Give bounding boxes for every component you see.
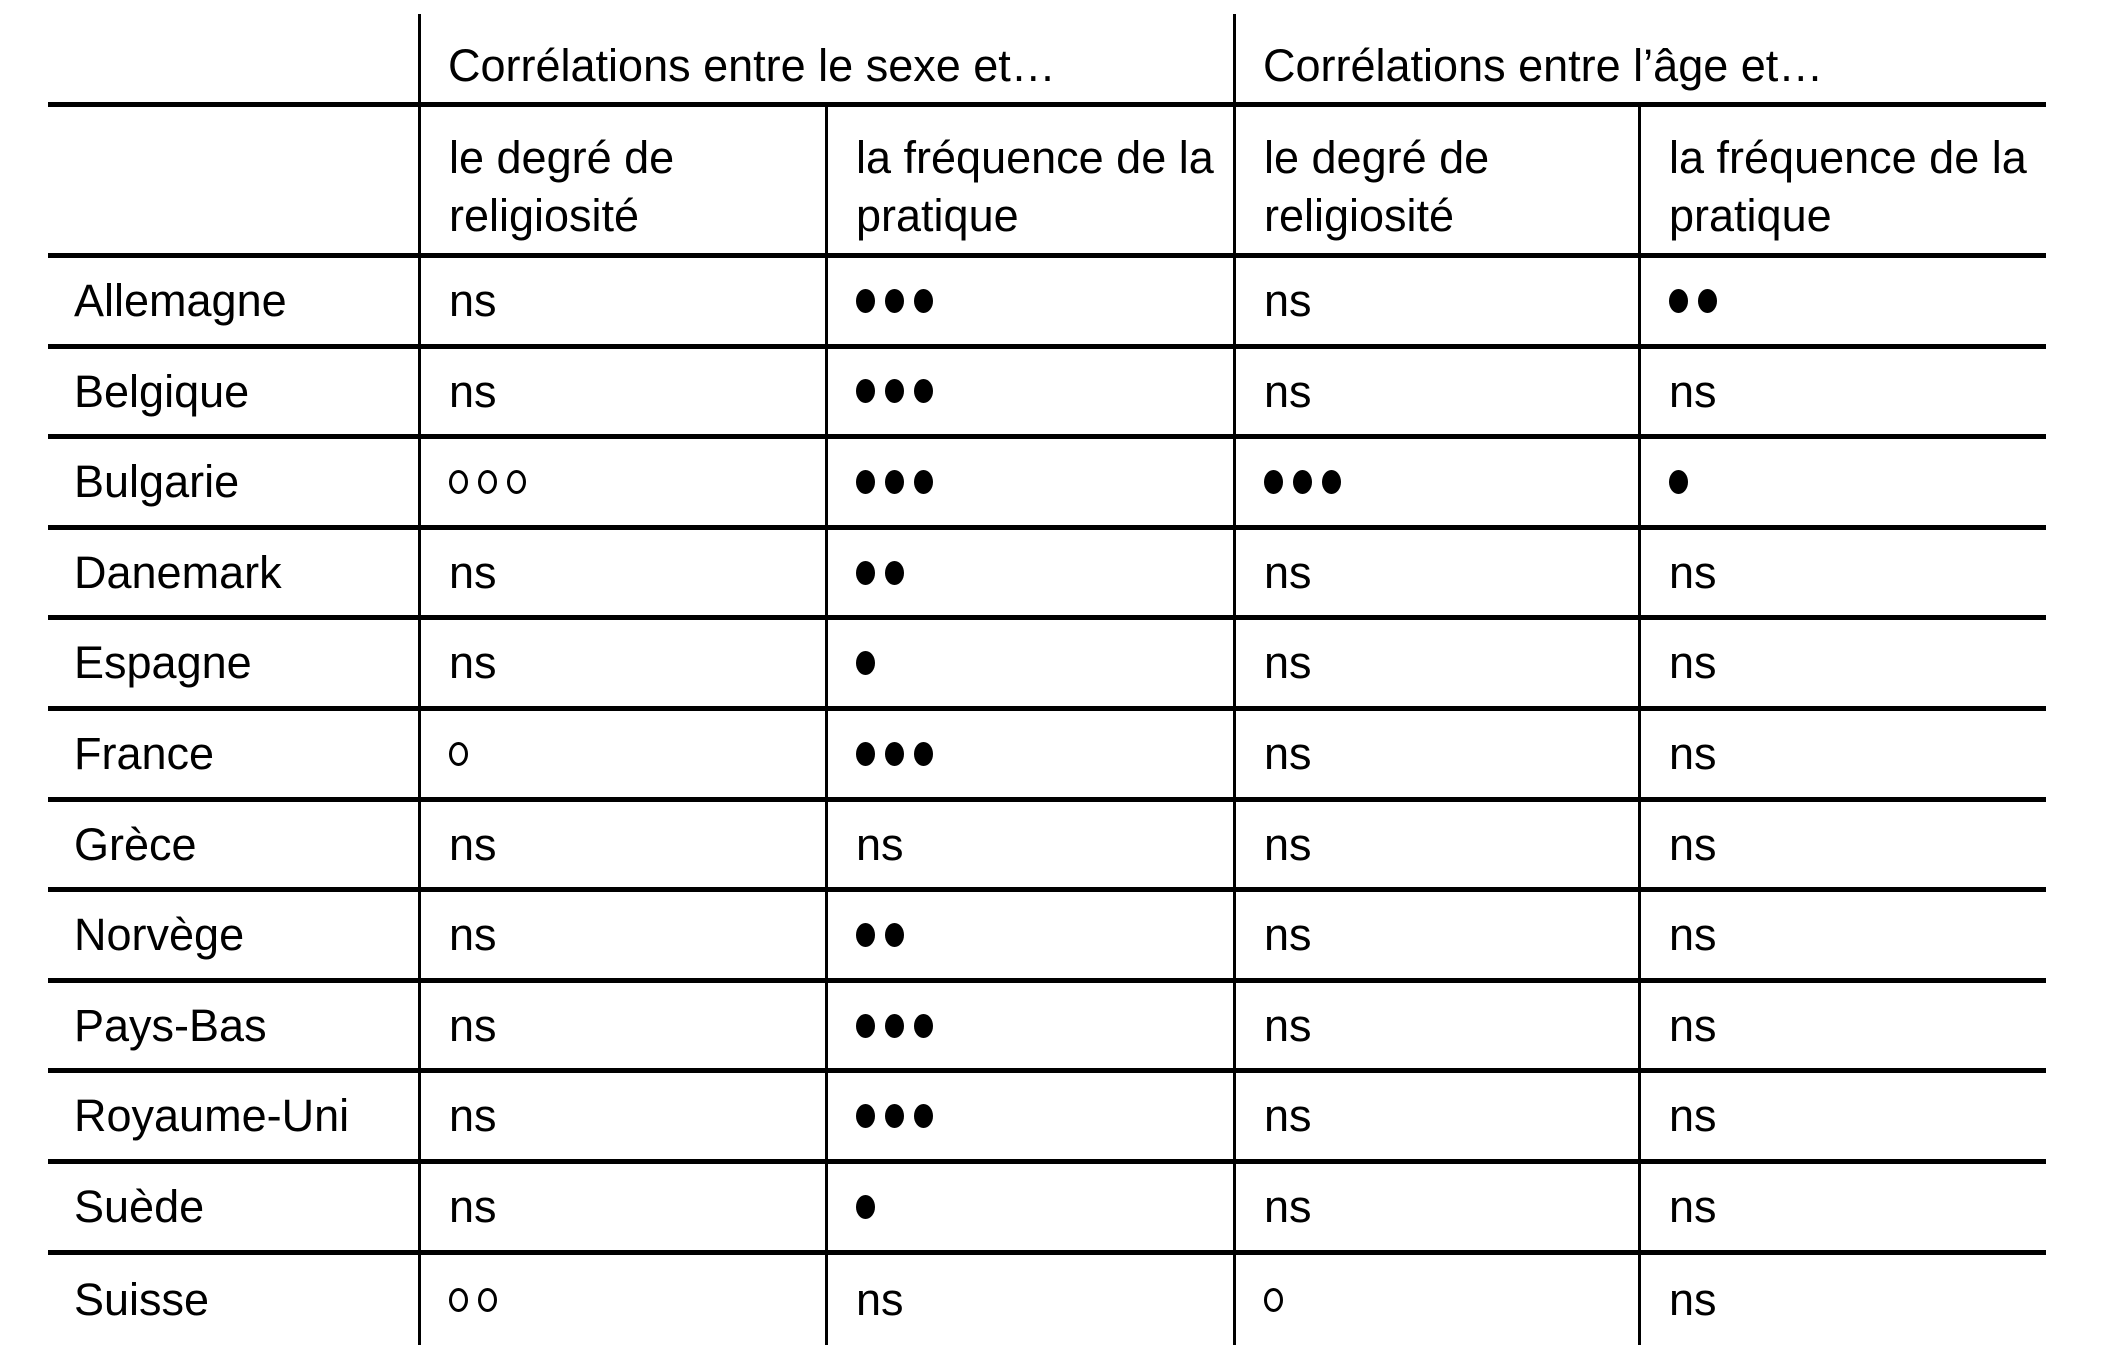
filled-dot-icon [885, 1104, 904, 1128]
filled-dot-icon [856, 1014, 875, 1038]
column-header-sexe-frequence-pratique [825, 107, 1233, 258]
filled-dot-icon [1293, 470, 1312, 494]
corner-empty-cell [48, 0, 418, 107]
country-label: Suède [48, 1164, 418, 1255]
cell-value: ns [1638, 1073, 2046, 1164]
cell-value [825, 711, 1233, 802]
filled-dot-icon [914, 289, 933, 313]
filled-dot-icon [914, 1014, 933, 1038]
filled-dot-icon [1669, 289, 1688, 313]
cell-value: ns [418, 983, 825, 1074]
subheader-empty-cell [48, 107, 418, 258]
cell-value: ns [418, 1073, 825, 1164]
filled-dot-icon [856, 379, 875, 403]
filled-dot-icon [885, 561, 904, 585]
open-dot-icon [507, 470, 526, 494]
filled-dot-icon [856, 923, 875, 947]
cell-value: ns [1638, 1164, 2046, 1255]
cell-value [418, 711, 825, 802]
filled-dot-icon [914, 470, 933, 494]
cell-value [825, 983, 1233, 1074]
cell-value [1233, 1255, 1638, 1346]
filled-dot-icon [856, 470, 875, 494]
group-header-sexe [418, 0, 1233, 107]
cell-value: ns [418, 530, 825, 621]
cell-value [825, 892, 1233, 983]
cell-value: ns [1233, 711, 1638, 802]
filled-dot-icon [856, 289, 875, 313]
column-header-line: la fréquence de la [1669, 132, 2027, 183]
country-label: Pays-Bas [48, 983, 418, 1074]
cell-value: ns [825, 1255, 1233, 1346]
filled-dot-icon [885, 1014, 904, 1038]
cell-value: ns [1638, 349, 2046, 440]
country-label: Grèce [48, 802, 418, 893]
cell-value: ns [1638, 711, 2046, 802]
cell-value: ns [1233, 530, 1638, 621]
filled-dot-icon [1669, 470, 1688, 494]
filled-dot-icon [885, 742, 904, 766]
cell-value: ns [1638, 620, 2046, 711]
open-dot-icon [1264, 1288, 1283, 1312]
cell-value: ns [418, 258, 825, 349]
column-header-age-degre-religiosite [1233, 107, 1638, 258]
filled-dot-icon [856, 651, 875, 675]
filled-dot-icon [885, 923, 904, 947]
cell-value: ns [1233, 1164, 1638, 1255]
group-header-sexe-label: Corrélations entre le sexe et… [448, 39, 1056, 91]
cell-value: ns [1233, 802, 1638, 893]
correlations-table [48, 0, 2046, 1345]
cell-value [825, 258, 1233, 349]
cell-value: ns [418, 1164, 825, 1255]
country-label: Suisse [74, 1274, 210, 1326]
column-header-line: pratique [856, 190, 1019, 241]
column-header-line: pratique [1669, 190, 1832, 241]
cell-value: ns [825, 802, 1233, 893]
country-label: Belgique [48, 349, 418, 440]
cell-value: ns [1638, 1255, 2046, 1346]
cell-value [825, 349, 1233, 440]
filled-dot-icon [856, 1195, 875, 1219]
cell-value [1233, 439, 1638, 530]
cell-value: ns [418, 349, 825, 440]
cell-value [825, 439, 1233, 530]
filled-dot-icon [856, 742, 875, 766]
filled-dot-icon [1322, 470, 1341, 494]
cell-value: ns [418, 892, 825, 983]
country-label: Bulgarie [48, 439, 418, 530]
cell-value [418, 439, 825, 530]
column-header-line: religiosité [1264, 190, 1455, 241]
filled-dot-icon [885, 379, 904, 403]
column-header-line: le degré de [449, 132, 675, 183]
cell-value: ns [1638, 530, 2046, 621]
cell-value: ns [1233, 983, 1638, 1074]
cell-value [825, 1164, 1233, 1255]
column-header-line: religiosité [449, 190, 640, 241]
filled-dot-icon [1264, 470, 1283, 494]
column-header-line: la fréquence de la [856, 132, 1214, 183]
cell-value [1638, 258, 2046, 349]
filled-dot-icon [914, 379, 933, 403]
cell-value: ns [1233, 892, 1638, 983]
country-label: France [48, 711, 418, 802]
country-label: Allemagne [48, 258, 418, 349]
filled-dot-icon [1698, 289, 1717, 313]
open-dot-icon [449, 742, 468, 766]
filled-dot-icon [914, 742, 933, 766]
cell-value: ns [1638, 983, 2046, 1074]
cell-value: ns [1233, 620, 1638, 711]
column-header-sexe-degre-religiosite [418, 107, 825, 258]
country-label: Espagne [48, 620, 418, 711]
cell-value: ns [1638, 892, 2046, 983]
open-dot-icon [478, 1288, 497, 1312]
country-label: Danemark [48, 530, 418, 621]
cell-value [825, 620, 1233, 711]
group-header-age [1233, 0, 2046, 107]
filled-dot-icon [914, 1104, 933, 1128]
cell-value [825, 1073, 1233, 1164]
cell-value [1638, 439, 2046, 530]
country-label: Norvège [48, 892, 418, 983]
filled-dot-icon [856, 1104, 875, 1128]
filled-dot-icon [885, 289, 904, 313]
cell-value [418, 1255, 825, 1346]
column-header-age-frequence-pratique [1638, 107, 2046, 258]
filled-dot-icon [856, 561, 875, 585]
open-dot-icon [449, 470, 468, 494]
cell-value: ns [418, 802, 825, 893]
cell-value: ns [418, 620, 825, 711]
column-header-line: le degré de [1264, 132, 1490, 183]
open-dot-icon [449, 1288, 468, 1312]
filled-dot-icon [885, 470, 904, 494]
cell-value [825, 530, 1233, 621]
cell-value: ns [1638, 802, 2046, 893]
cell-value: ns [1233, 1073, 1638, 1164]
group-header-age-label: Corrélations entre l’âge et… [1263, 39, 1824, 91]
cell-value: ns [1233, 258, 1638, 349]
country-label: Royaume-Uni [48, 1073, 418, 1164]
cell-value: ns [1233, 349, 1638, 440]
open-dot-icon [478, 470, 497, 494]
